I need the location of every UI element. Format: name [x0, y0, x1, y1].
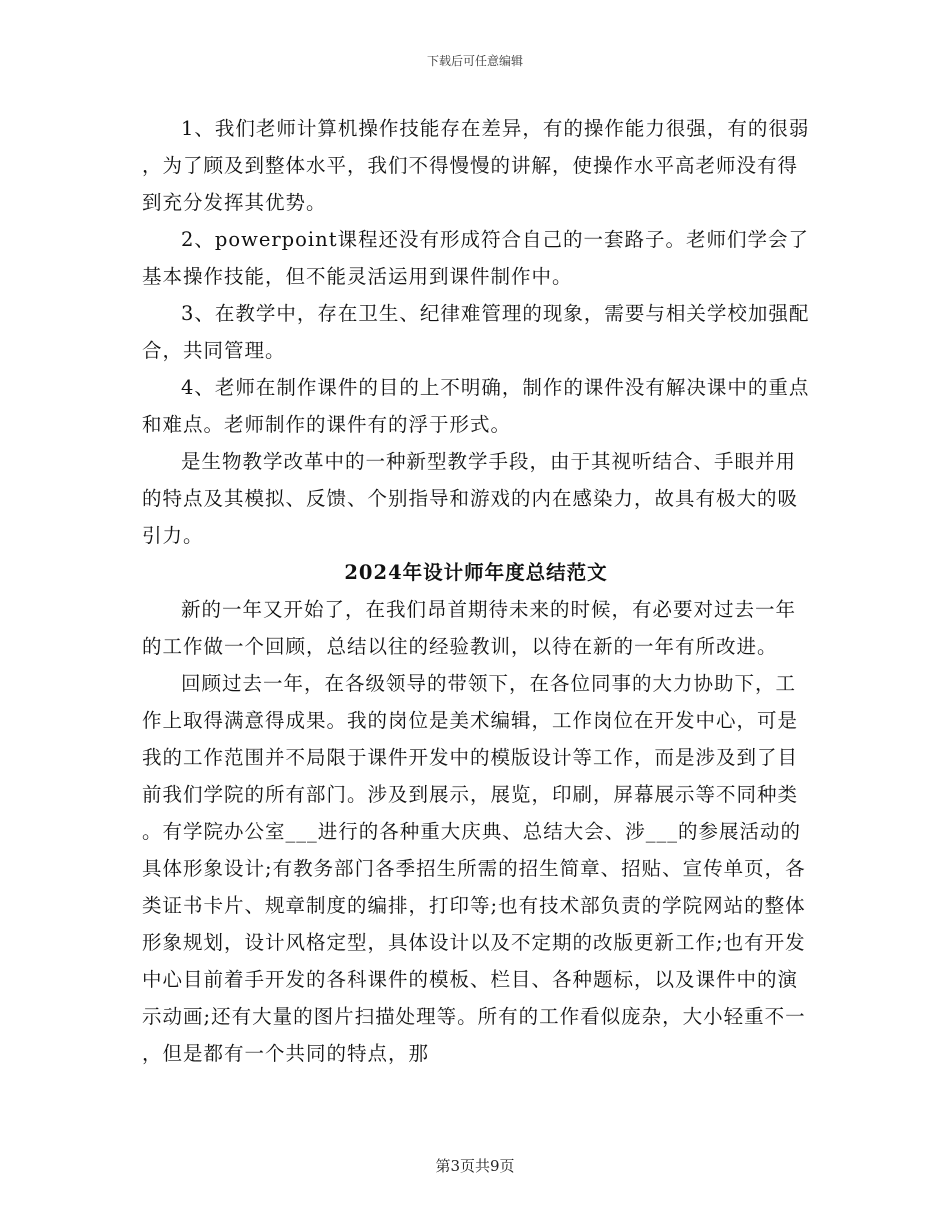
paragraph-intro: 新的一年又开始了，在我们昂首期待未来的时候，有必要对过去一年的工作做一个回顾，总结以往的经验教训，以待在新的一年有所改进。 [142, 598, 797, 658]
document-body [142, 110, 810, 1072]
section-title: 2024年设计师年度总结范文 [344, 561, 608, 584]
paragraph-item-1: 1、我们老师计算机操作技能存在差异，有的操作能力很强，有的很弱，为了顾及到整体水平，我们不得慢慢的讲解，使操作水平高老师没有得到充分发挥其优势。 [142, 117, 810, 214]
paragraph-item-4: 4、老师在制作课件的目的上不明确，制作的课件没有解决课中的重点和难点。老师制作的课件有的浮于形式。 [142, 376, 810, 436]
paragraph-item-2: 2、powerpoint课程还没有形成符合自己的一套路子。老师们学会了基本操作技能，但不能灵活运用到课件制作中。 [142, 228, 810, 288]
page-header: 下载后可任意编辑 [426, 54, 523, 68]
page-number: 第3页共9页 [435, 1157, 515, 1175]
paragraph-summary: 是生物教学改革中的一种新型教学手段，由于其视听结合、手眼并用的特点及其模拟、反馈、个别指导和游戏的内在感染力，故具有极大的吸引力。 [142, 450, 799, 547]
paragraph-item-3: 3、在教学中，存在卫生、纪律难管理的现象，需要与相关学校加强配合，共同管理。 [142, 302, 810, 362]
paragraph-review: 回顾过去一年，在各级领导的带领下，在各位同事的大力协助下，工作上取得满意得成果。我的岗位是美术编辑，工作岗位在开发中心，可是我的工作范围并不局限于课件开发中的模版设计等工作，而是涉及到了目前我们学院的所有部门。涉及到展示，展览，印刷，屏幕展示等不同种类。有学院办公室___进行的各种重大庆典、总结大会、涉___的参展活动的具体形象设计;有教务部门各季招生所需的招生简章、招贴、宣传单页，各类证书卡片、规章制度的编排，打印等;也有技术部负责的学院网站的整体形象规划，设计风格定型，具体设计以及不定期的改版更新工作;也有开发中心目前着手开发的各科课件的模板、栏目、各种题标，以及课件中的演示动画;还有大量的图片扫描处理等。所有的工作看似庞杂，大小轻重不一，但是都有一个共同的特点，那 [142, 672, 806, 1065]
